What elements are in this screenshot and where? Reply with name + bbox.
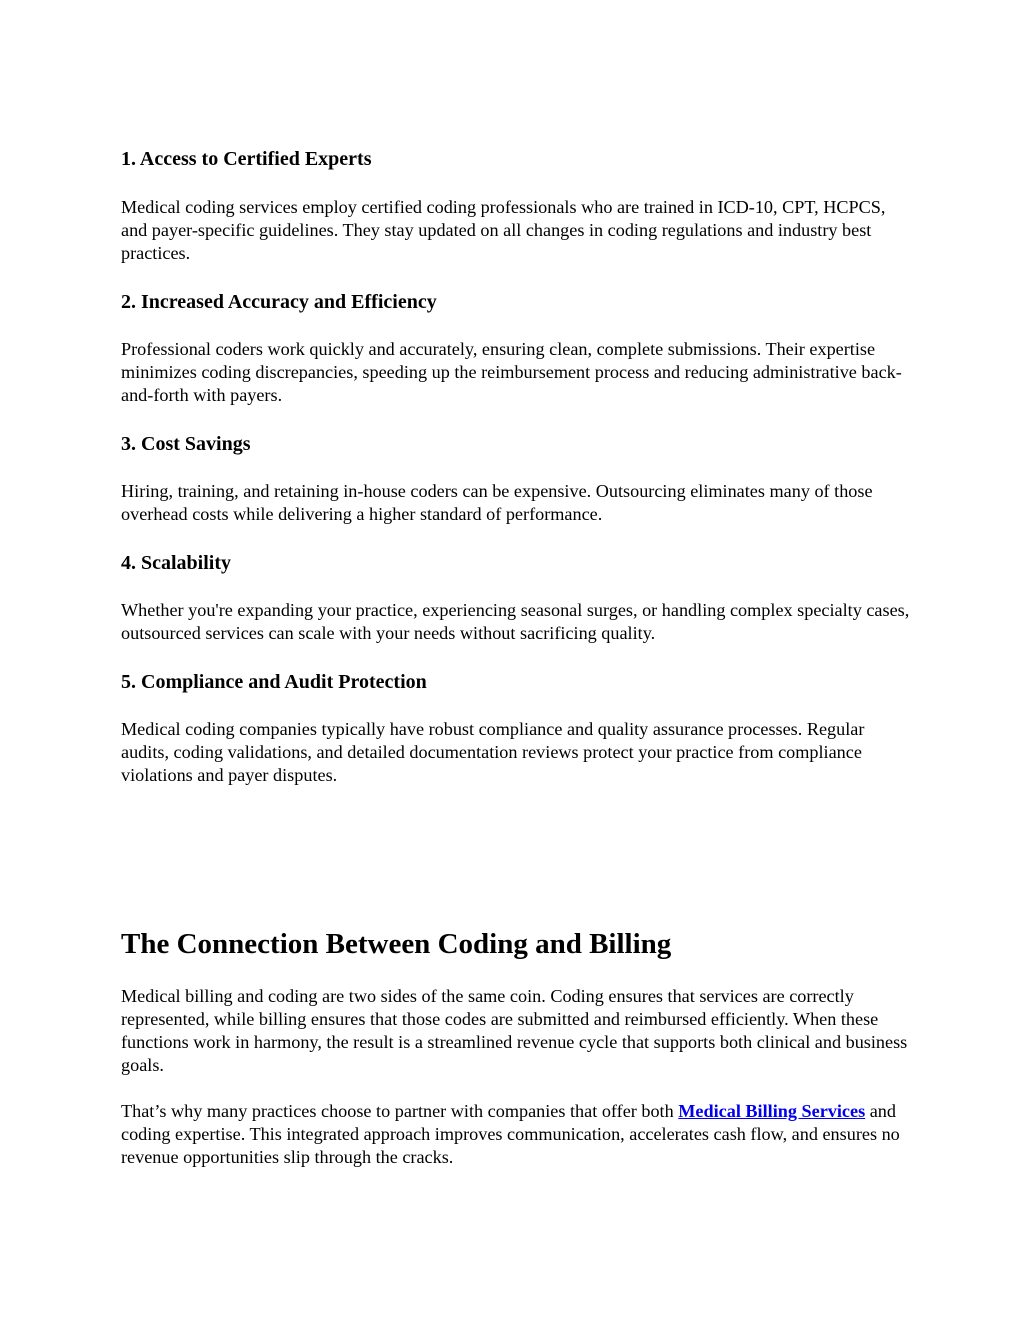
section-heading: 2. Increased Accuracy and Efficiency [121,291,437,313]
section-2-body-wrap [121,338,911,407]
medical-billing-services-link[interactable]: Medical Billing Services [678,1101,866,1121]
section-5-body-wrap [121,718,911,787]
connection-paragraph-1: Medical billing and coding are two sides of the same coin. Coding ensures that services are correctly represented, while billing ensures that those codes are submitted and reimbursed efficiently. When these functions work in harmony, the result is a streamlined revenue cycle that supports both clinical and business goals. [121,986,908,1075]
connection-paragraph-1-wrap [121,985,911,1077]
section-1 [121,147,911,171]
section-3 [121,432,911,456]
section-body: Medical coding companies typically have robust compliance and quality assurance processes. Regular audits, coding validations, and detailed documentation reviews protect your practice from compliance violations and payer disputes. [121,719,865,785]
section-4 [121,551,911,575]
section-3-body-wrap [121,480,911,526]
paragraph-2-text-before: That’s why many practices choose to partner with companies that offer both [121,1101,679,1121]
section-body: Hiring, training, and retaining in-house coders can be expensive. Outsourcing eliminates many of those overhead costs while delivering a higher standard of performance. [121,481,873,524]
section-body: Professional coders work quickly and accurately, ensuring clean, complete submissions. Their expertise minimizes coding discrepancies, speeding up the reimbursement process and reducing administrative back-and-forth with payers. [121,339,902,405]
section-heading: 5. Compliance and Audit Protection [121,671,427,693]
section-body: Whether you're expanding your practice, experiencing seasonal surges, or handling complex specialty cases, outsourced services can scale with your needs without sacrificing quality. [121,600,910,643]
section-1-body-wrap [121,196,911,265]
connection-paragraph-2-wrap [121,1100,911,1169]
section-2 [121,290,911,314]
connection-paragraph-2 [121,1100,911,1169]
connection-title-wrap [121,927,911,961]
section-heading: 4. Scalability [121,552,232,574]
section-heading: 3. Cost Savings [121,433,251,455]
section-heading: 1. Access to Certified Experts [121,148,372,170]
paragraph-2-text-after: and coding expertise. This integrated approach improves communication, accelerates cash flow, and ensures no revenue opportunities slip through the cracks. [121,1101,900,1167]
section-4-body-wrap [121,599,911,645]
section-body: Medical coding services employ certified coding professionals who are trained in ICD-10, CPT, HCPCS, and payer-specific guidelines. They stay updated on all changes in coding regulations and industry best practices. [121,197,886,263]
connection-title: The Connection Between Coding and Billing [121,928,672,960]
section-5 [121,670,911,694]
